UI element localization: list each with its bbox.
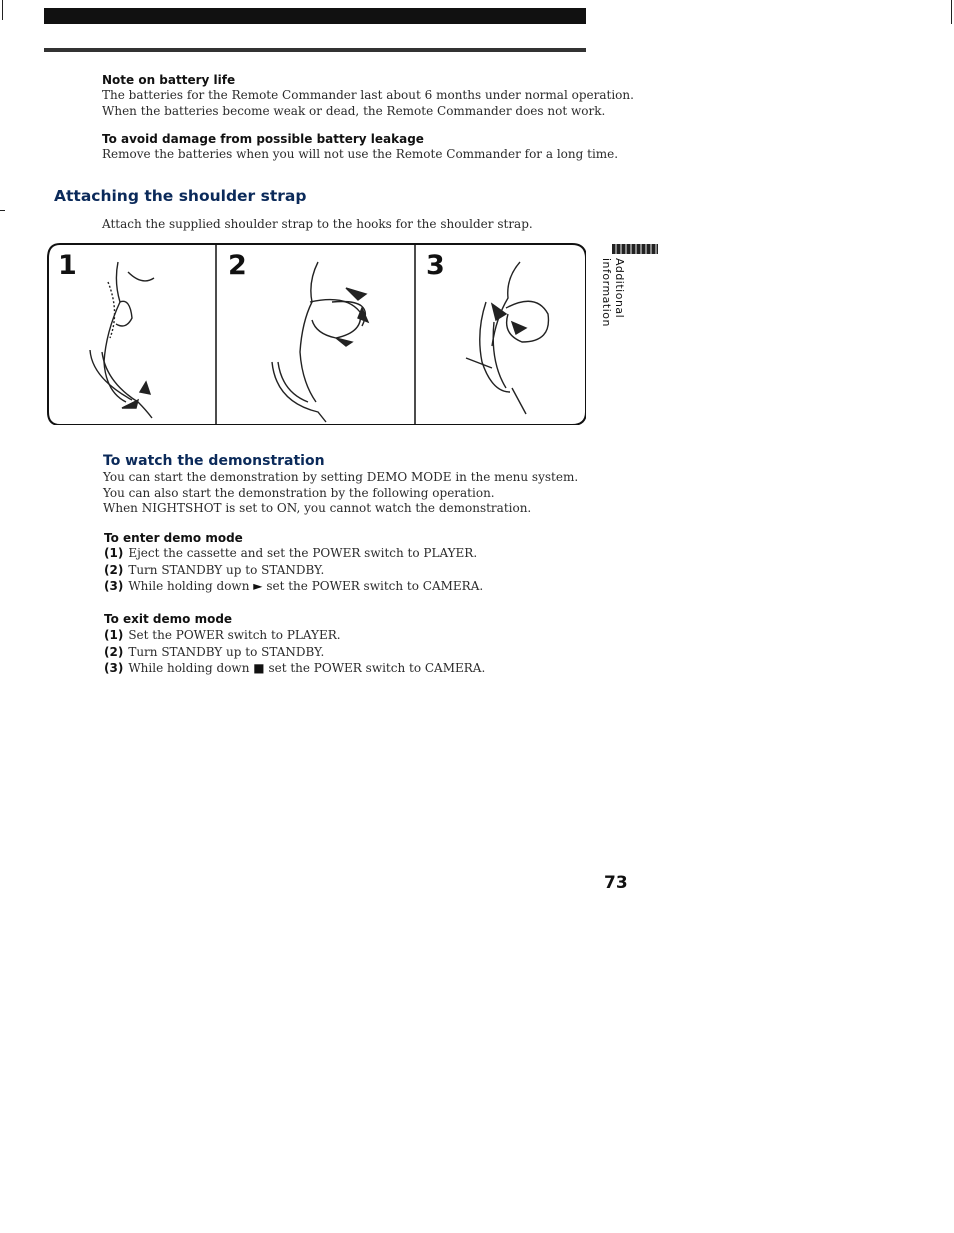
step-number: (2) [104, 644, 124, 659]
battery-life-text [102, 88, 634, 119]
exit-demo-heading: To exit demo mode [104, 612, 233, 626]
step-number: (3) [104, 579, 124, 593]
battery-life-line-1: The batteries for the Remote Commander last about 6 months under normal operation. [102, 88, 634, 102]
enter-step-3 [104, 578, 483, 595]
crop-mark-right [951, 0, 952, 24]
page-number: 73 [604, 873, 628, 893]
step-number: (3) [104, 661, 124, 675]
enter-step-2 [104, 562, 483, 579]
demonstration-heading: To watch the demonstration [103, 453, 325, 469]
strap-drawing-2 [272, 262, 368, 422]
step-text-after: set the POWER switch to CAMERA. [268, 661, 486, 675]
battery-life-heading: Note on battery life [102, 73, 236, 87]
battery-leakage-heading: To avoid damage from possible battery leakage [102, 132, 424, 146]
demonstration-line-3: When NIGHTSHOT is set to ON, you cannot watch the demonstration. [103, 501, 532, 515]
stop-icon: ■ [253, 661, 265, 675]
enter-demo-heading: To enter demo mode [104, 531, 243, 545]
step-text: While holding down [128, 661, 250, 675]
step-number: (1) [104, 546, 124, 560]
enter-step-1 [104, 545, 483, 562]
step-number: (1) [104, 628, 124, 642]
exit-step-1 [104, 627, 485, 644]
step-text: Set the POWER switch to PLAYER. [128, 628, 341, 642]
shoulder-strap-illustration [46, 242, 586, 425]
exit-step-2 [104, 644, 485, 661]
step-text: Turn STANDBY up to STANDBY. [128, 562, 325, 577]
demonstration-text [103, 470, 578, 517]
battery-leakage-line-1: Remove the batteries when you will not use the Remote Commander for a long time. [102, 147, 619, 161]
panel-number-2: 2 [228, 250, 247, 281]
header-bar [44, 8, 586, 24]
shoulder-strap-heading: Attaching the shoulder strap [54, 187, 307, 205]
crop-mark-left [2, 0, 3, 20]
play-icon: ► [253, 579, 263, 593]
step-number: (2) [104, 562, 124, 577]
side-tab-marker [612, 244, 658, 254]
enter-demo-steps [104, 545, 483, 595]
header-rule [44, 48, 586, 52]
demonstration-line-2: You can also start the demonstration by the following operation. [103, 485, 495, 500]
battery-life-line-2: When the batteries become weak or dead, the Remote Commander does not work. [102, 103, 606, 118]
strap-drawing-1 [90, 262, 154, 418]
step-text: Eject the cassette and set the POWER switch to PLAYER. [128, 546, 478, 560]
demonstration-line-1: You can start the demonstration by setting DEMO MODE in the menu system. [103, 470, 579, 484]
step-text: Turn STANDBY up to STANDBY. [128, 644, 325, 659]
step-text: While holding down [128, 579, 250, 593]
margin-mark [0, 210, 5, 211]
strap-diagram [46, 242, 586, 425]
exit-step-3 [104, 660, 485, 677]
strap-drawing-3 [466, 262, 548, 414]
exit-demo-steps [104, 627, 485, 677]
panel-number-3: 3 [426, 250, 445, 281]
panel-number-1: 1 [58, 250, 77, 281]
step-text-after: set the POWER switch to CAMERA. [266, 579, 484, 593]
side-tab-label: Additional information [600, 258, 626, 327]
shoulder-strap-text: Attach the supplied shoulder strap to the hooks for the shoulder strap. [102, 217, 533, 231]
